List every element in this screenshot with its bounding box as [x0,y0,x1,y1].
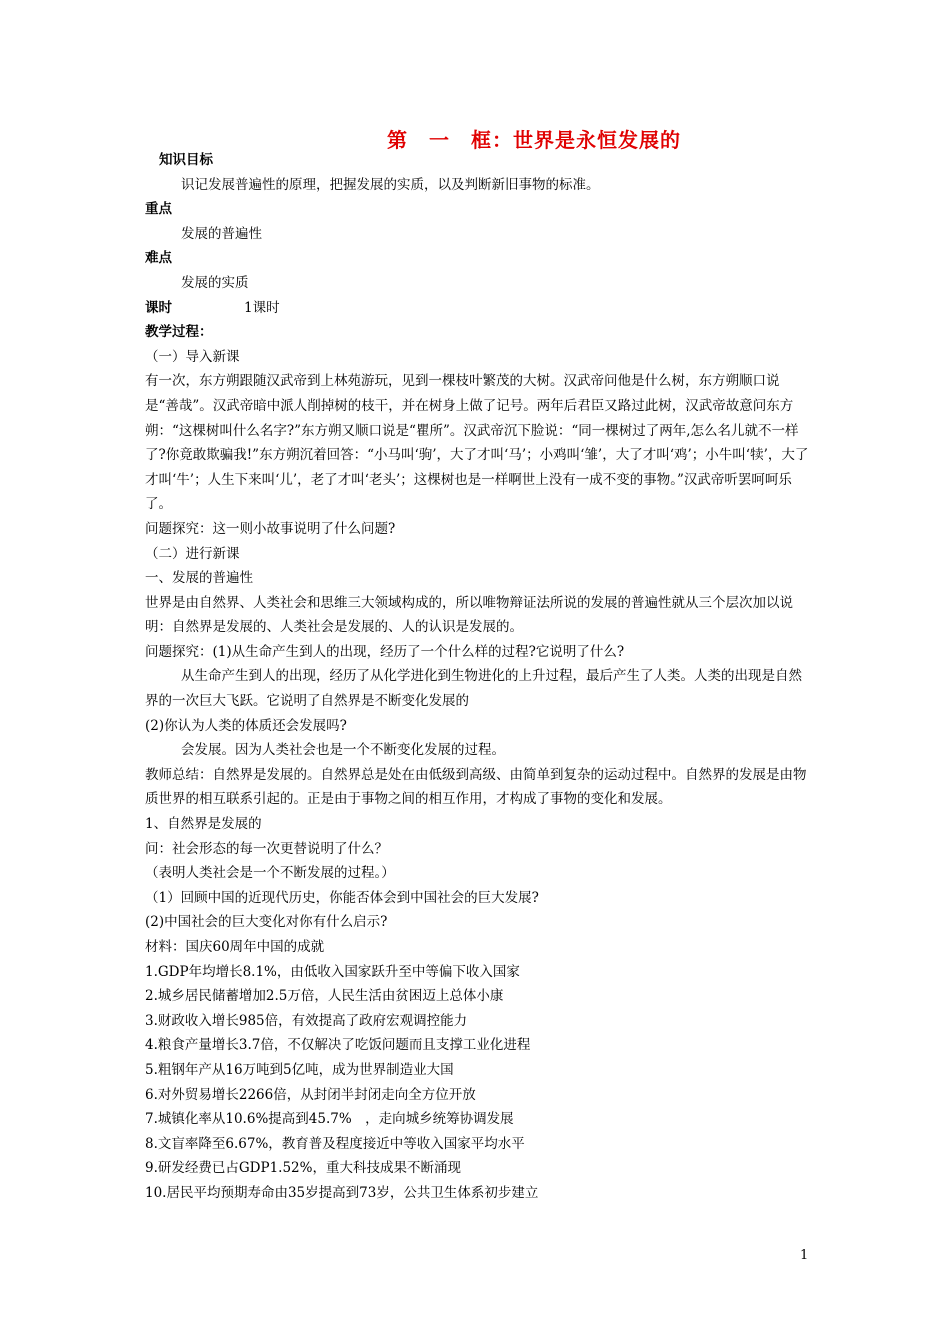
knowledge-goal-label: 知识目标 [159,152,213,168]
achievement-item: 6.对外贸易增长2266倍，从封闭半封闭走向全方位开放 [145,1086,476,1103]
achievement-item: 4.粮食产量增长3.7倍，不仅解决了吃饭问题而且支撑工业化进程 [145,1037,531,1054]
page-number: 1 [800,1248,809,1263]
achievement-item: 1.GDP年均增长8.1%，由低收入国家跃升至中等偏下收入国家 [145,963,520,980]
document-body [145,148,810,1206]
answer-3: 会发展。因为人类社会也是一个不断变化发展的过程。 [181,742,505,759]
key-point-text: 发展的普遍性 [181,225,262,242]
subheading-1: 1、自然界是发展的 [145,816,262,833]
question-2: 问题探究：(1)从生命产生到人的出现，经历了一个什么样的过程?它说明了什么? [145,643,625,660]
material-label: 材料：国庆60周年中国的成就 [145,939,325,955]
achievement-item: 8.文盲率降至6.67%，教育普及程度接近中等收入国家平均水平 [145,1135,525,1152]
hours-label: 课时 [145,299,172,316]
page-title-text: 第 一 框：世界是永恒发展的 [387,128,681,152]
achievement-item: 2.城乡居民储蓄增加2.5万倍，人民生活由贫困迈上总体小康 [145,988,504,1005]
new-lesson-heading: （二）进行新课 [145,545,240,562]
achievement-item: 5.粗钢年产从16万吨到5亿吨，成为世界制造业大国 [145,1061,454,1078]
key-point-label: 重点 [145,201,172,218]
achievement-item: 3.财政收入增长985倍，有效提高了政府宏观调控能力 [145,1012,468,1029]
achievement-item: 7.城镇化率从10.6%提高到45.7% ，走向城乡统筹协调发展 [145,1111,514,1128]
hours-row [145,296,810,321]
difficulty-text: 发展的实质 [181,274,249,291]
achievement-item: 10.居民平均预期寿命由35岁提高到73岁，公共卫生体系初步建立 [145,1184,539,1201]
answer-4: （表明人类社会是一个不断发展的过程。） [145,865,395,882]
question-3: (2)你认为人类的体质还会发展吗? [145,717,347,734]
teacher-summary: 教师总结：自然界是发展的。自然界总是处在由低级到高级、由简单到复杂的运动过程中。自然界的发展是由物质世界的相互联系引起的。正是由于事物之间的相互作用，才构成了事物的变化和发展。 [145,766,807,808]
hours-value: 1课时 [244,299,280,316]
question-5: （1）回顾中国的近现代历史，你能否体会到中国社会的巨大发展? [145,889,539,906]
difficulty-label: 难点 [145,250,172,267]
answer-2: 从生命产生到人的出现，经历了从化学进化到生物进化的上升过程，最后产生了人类。人类的出现是自然界的一次巨大飞跃。它说明了自然界是不断变化发展的 [145,668,802,710]
question-4: 问：社会形态的每一次更替说明了什么？ [145,840,388,857]
question-1: 问题探究：这一则小故事说明了什么问题? [145,520,396,537]
question-6: (2)中国社会的巨大变化对你有什么启示? [145,914,388,931]
knowledge-goal-text: 识记发展普遍性的原理，把握发展的实质，以及判断新旧事物的标准。 [181,176,600,193]
section-1-heading: 一、发展的普遍性 [145,570,253,587]
process-label: 教学过程： [145,324,213,341]
story-paragraph: 有一次，东方朔跟随汉武帝到上林苑游玩，见到一棵枝叶繁茂的大树。汉武帝问他是什么树，东方朔顺口说是“善哉”。汉武帝暗中派人削掉树的枝干，并在树身上做了记号。两年后君臣又路过此树，汉武帝故意问东方朔：“这棵树叫什么名字?”东方朔又顺口说是“瞿所”。汉武帝沉下脸说：“同一棵树过了两年,怎么名儿就不一样了?你竟敢欺骗我!”东方朔沉着回答：“小马叫‘驹’，大了才叫‘马’；小鸡叫‘雏’，大了才叫‘鸡’；小牛叫‘犊’，大了才叫‘牛’；人生下来叫‘儿’，老了才叫‘老头’；这棵树也是一样啊世上没有一成不变的事物。”汉武帝听罢呵呵乐了。 [145,373,809,513]
paragraph-1: 世界是由自然界、人类社会和思维三大领域构成的，所以唯物辩证法所说的发展的普遍性就从三个层次加以说明：自然界是发展的、人类社会是发展的、人的认识是发展的。 [145,594,793,636]
achievement-item: 9.研发经费已占GDP1.52%，重大科技成果不断涌现 [145,1160,461,1177]
intro-heading: （一）导入新课 [145,348,240,365]
